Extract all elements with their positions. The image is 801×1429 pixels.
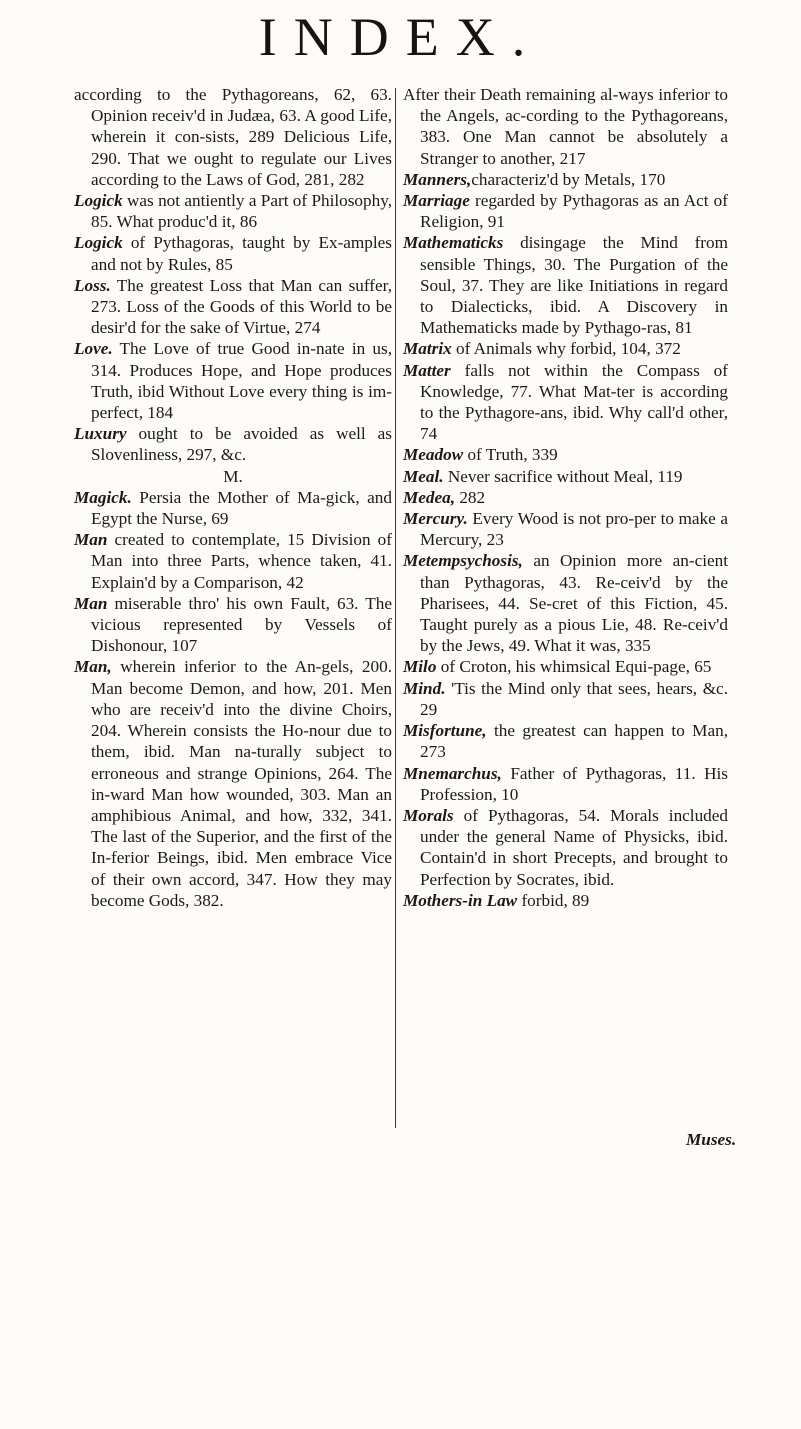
entry-heading: Manners, (403, 169, 472, 189)
entry-text: regarded by Pythagoras as an Act of Religion, 91 (420, 191, 728, 232)
entry-heading: Metempsychosis, (403, 551, 523, 571)
index-entry (403, 763, 728, 805)
entry-heading: Logick (74, 191, 123, 211)
entry-text: of Croton, his whimsical Equi-page, 65 (436, 657, 712, 677)
entry-text: characteriz'd by Metals, 170 (471, 169, 666, 189)
entry-text: of Pythagoras, taught by Ex-amples and not by Rules, 85 (91, 233, 392, 274)
index-entry (403, 656, 728, 677)
entry-heading: Mnemarchus, (403, 763, 502, 783)
entry-heading: Medea, (403, 487, 456, 507)
index-entry (74, 487, 392, 529)
entry-text: the greatest can happen to Man, 273 (420, 721, 728, 762)
entry-heading: Matrix (403, 339, 452, 359)
entry-text: Father of Pythagoras, 11. His Profession, 10 (420, 763, 728, 804)
index-entry (74, 656, 392, 910)
entry-heading: Man (74, 593, 108, 613)
entry-text: disingage the Mind from sensible Things, 30. The Purgation of the Soul, 37. They are like Initiations in regard to Dialecticks, ibid. A Discovery in Mathematicks made by Pythago-ras, 81 (420, 233, 728, 338)
right-column (403, 84, 728, 911)
entry-heading: Misfortune, (403, 721, 487, 741)
index-entry (403, 508, 728, 550)
index-entry (403, 678, 728, 720)
entry-heading: Meal. (403, 466, 444, 486)
index-entry (403, 550, 728, 656)
entry-heading: Man (74, 530, 108, 550)
entry-heading: Milo (403, 657, 437, 677)
entry-heading: Loss. (74, 275, 111, 295)
index-entry (403, 338, 728, 359)
entry-text: 'Tis the Mind only that sees, hears, &c. 29 (420, 678, 728, 719)
index-entry (403, 190, 728, 232)
index-entry (403, 805, 728, 890)
entry-heading: Mothers-in Law (403, 890, 518, 910)
section-letter: M. (223, 466, 243, 486)
entry-text: Every Wood is not pro-per to make a Mercury, 23 (420, 509, 728, 550)
entry-heading: Man, (74, 657, 112, 677)
entry-text: The Love of true Good in-nate in us, 314. Produces Hope, and Hope produces Truth, ibid Without Love every thing is im-perfect, 184 (91, 339, 392, 423)
entry-heading: Love. (74, 339, 113, 359)
entry-text: of Truth, 339 (463, 445, 558, 465)
entry-heading: Mathematicks (403, 233, 504, 253)
index-entry (403, 360, 728, 445)
column-divider (395, 88, 396, 1128)
index-entry (74, 593, 392, 657)
index-entry (403, 466, 728, 487)
entry-text: ought to be avoided as well as Slovenliness, 297, &c. (91, 424, 392, 465)
index-entry (403, 487, 728, 508)
entry-heading: Morals (403, 805, 454, 825)
index-entry (403, 890, 728, 911)
entry-text: of Animals why forbid, 104, 372 (451, 339, 681, 359)
entry-text: was not antiently a Part of Philosophy, 85. What produc'd it, 86 (91, 191, 392, 232)
entry-heading: Marriage (403, 191, 470, 211)
index-entry (74, 338, 392, 423)
entry-text: of Pythagoras, 54. Morals included under the general Name of Physicks, ibid. Contain'd in short Precepts, and brought to Perfection by Socrates, ibid. (420, 805, 728, 889)
entry-heading: Mind. (403, 678, 446, 698)
entry-text: forbid, 89 (517, 890, 590, 910)
entry-text: Never sacrifice without Meal, 119 (443, 466, 683, 486)
entry-heading: Meadow (403, 445, 464, 465)
index-entry (74, 232, 392, 274)
index-entry (403, 169, 728, 190)
index-entry (74, 529, 392, 593)
entry-text: Persia the Mother of Ma-gick, and Egypt the Nurse, 69 (91, 487, 392, 529)
index-entry (74, 84, 392, 190)
index-entry (403, 84, 728, 169)
entry-text: created to contemplate, 15 Division of Man into three Parts, whence taken, 41. Explain'd by a Comparison, 42 (91, 530, 392, 592)
entry-heading: Logick (74, 233, 123, 253)
entry-text: The greatest Loss that Man can suffer, 273. Loss of the Goods of this World to be desir'd for the sake of Virtue, 274 (91, 275, 392, 338)
catchword: Muses. (686, 1130, 737, 1149)
entry-text: an Opinion more an-cient than Pythagoras, 43. Re-ceiv'd by the Pharisees, 44. Se-cret of this Fiction, 45. Taught purely as a pious Lie, 48. Re-ceiv'd by the Jews, 49. What it was, 335 (420, 551, 728, 656)
entry-text: 282 (455, 487, 486, 507)
index-entry (403, 720, 728, 762)
entry-heading: Magick. (74, 487, 132, 507)
entry-text: After their Death remaining al-ways inferior to the Angels, ac-cording to the Pythagoreans, 383. One Man cannot be absolutely a Stranger to another, 217 (403, 85, 728, 168)
index-entry (74, 190, 392, 232)
left-column (74, 84, 392, 911)
page-header: INDEX. (258, 7, 543, 67)
index-entry (403, 444, 728, 465)
entry-heading: Mercury. (403, 509, 468, 529)
entry-text: wherein inferior to the An-gels, 200. Man become Demon, and how, 201. Men who are receiv'd into the divine Choirs, 204. Wherein consists the Ho-nour due to them, ibid. Man na-turally subject to erroneous and strange Opinions, 264. The in-ward Man how wounded, 303. Man an amphibious Animal, and how, 332, 341. The last of the Superior, and the first of the In-ferior Beings, ibid. Men embrace Vice of their own accord, 347. How they may become Gods, 382. (91, 657, 392, 910)
entry-text: falls not within the Compass of Knowledge, 77. What Mat-ter is according to the Pythagore-ans, ibid. Why call'd other, 74 (420, 360, 728, 444)
index-entry (74, 423, 392, 465)
entry-heading: Matter (403, 360, 451, 380)
entry-heading: Luxury (74, 424, 127, 444)
entry-text: according to the Pythagoreans, 62, 63. Opinion receiv'd in Judæa, 63. A good Life, wherein it con-sists, 289 Delicious Life, 290. That we ought to regulate our Lives according to the Laws of God, 281, 282 (74, 85, 392, 189)
entry-text: miserable thro' his own Fault, 63. The vicious represented by Vessels of Dishonour, 107 (91, 593, 392, 656)
index-entry (403, 232, 728, 338)
index-entry (74, 275, 392, 339)
